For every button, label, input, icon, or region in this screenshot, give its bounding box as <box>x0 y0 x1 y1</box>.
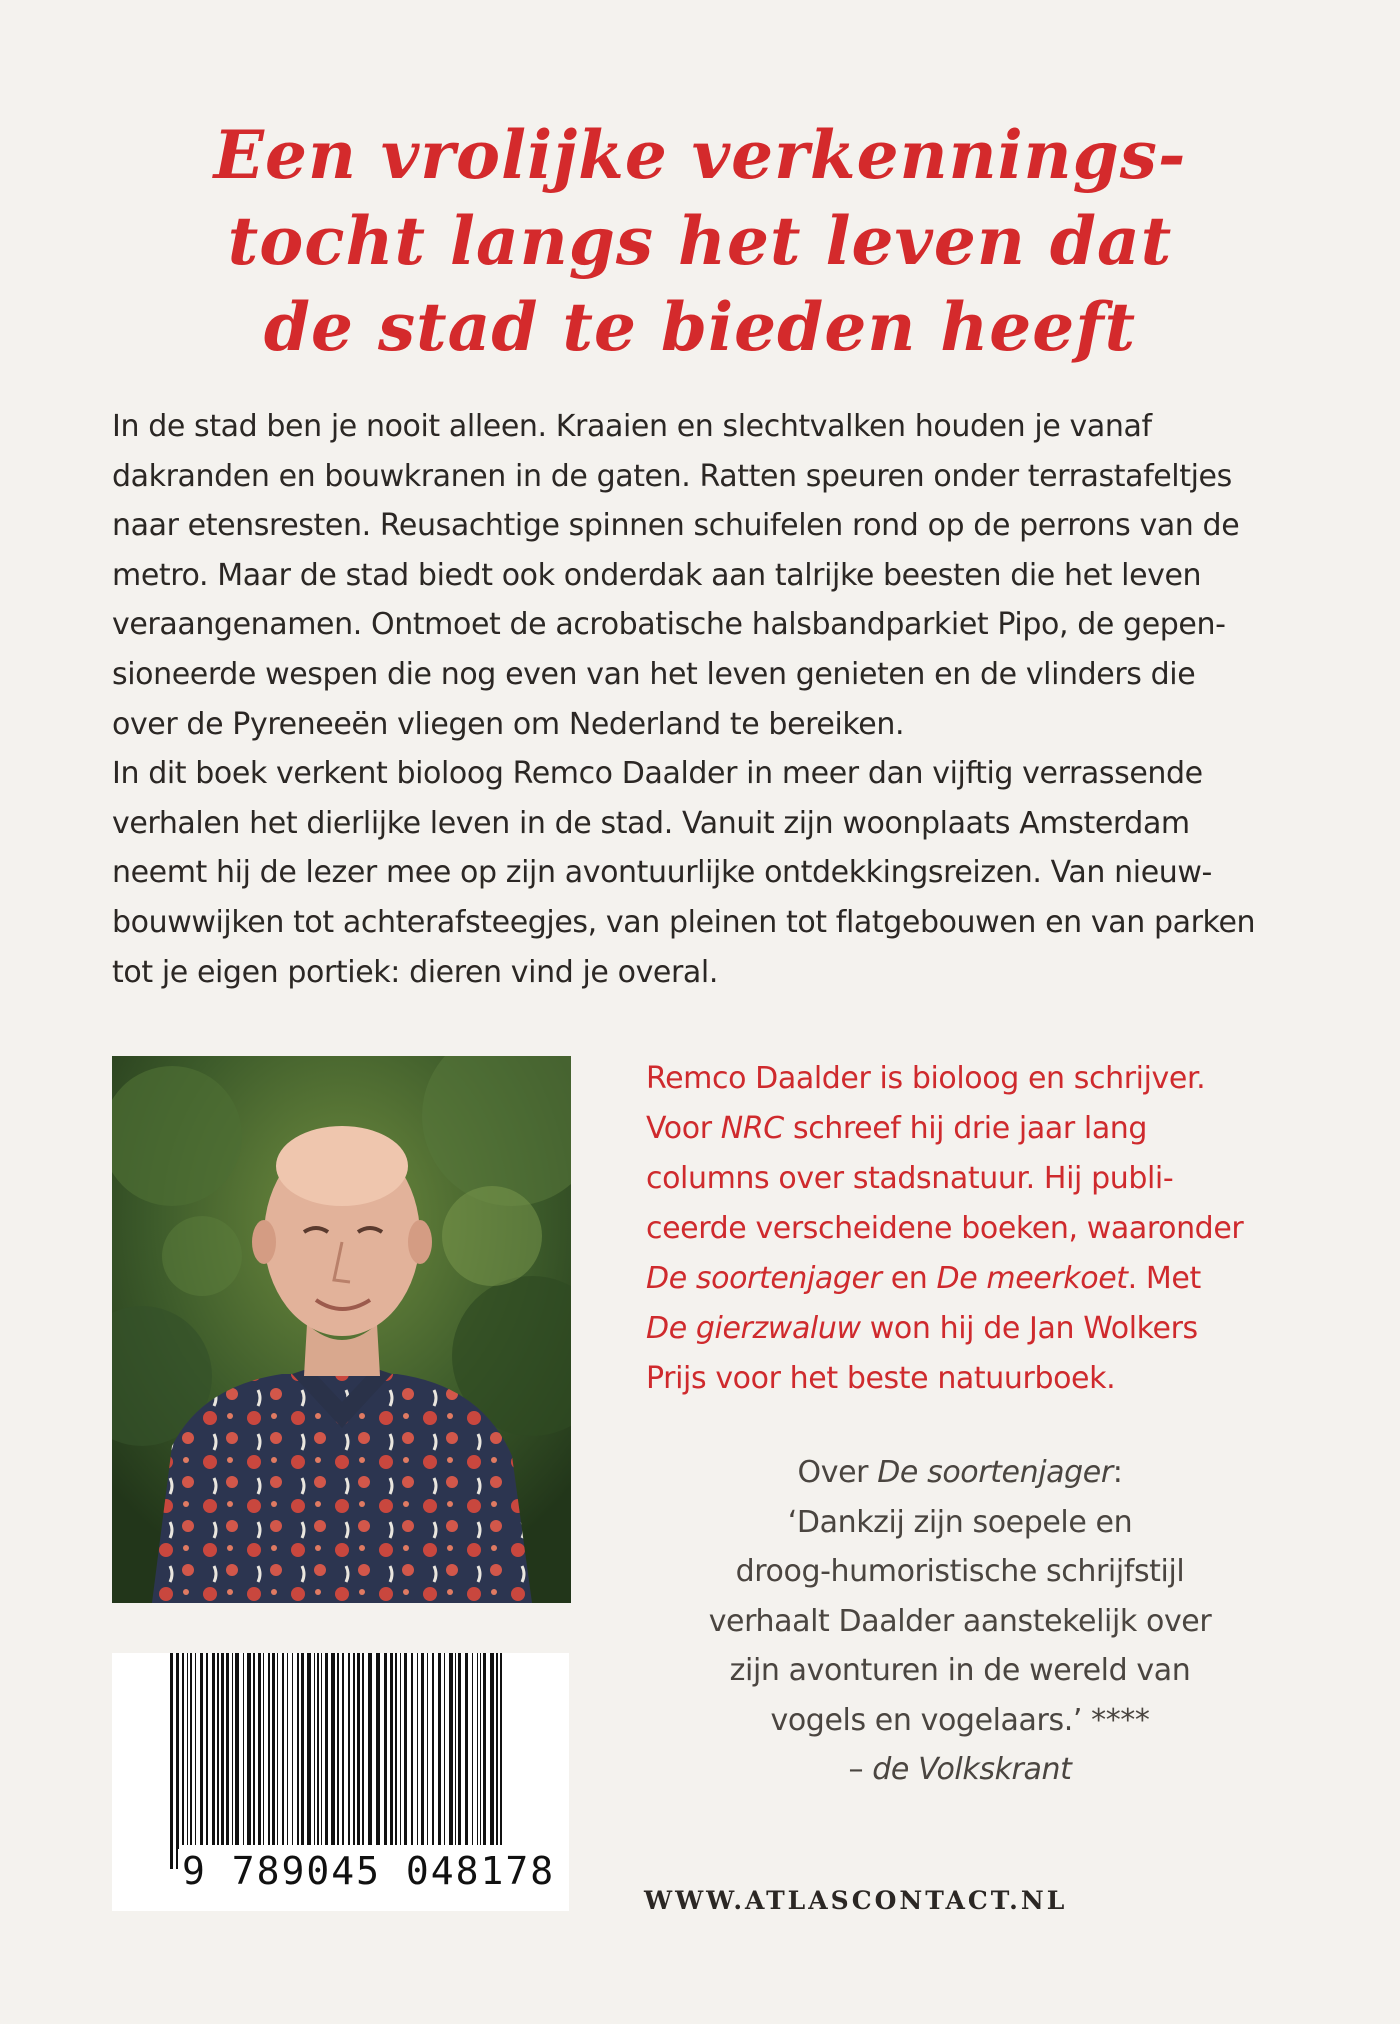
blurb-line: metro. Maar de stad biedt ook onderdak aan talrijke beesten die het leven <box>112 557 1202 593</box>
blurb-line: veraangenamen. Ontmoet de acrobatische halsbandparkiet Pipo, de gepen- <box>112 607 1226 643</box>
barcode-bar <box>348 1653 350 1845</box>
blurb-line: sioneerde wespen die nog even van het leven genieten en de vlinders die <box>112 656 1196 692</box>
barcode-bar <box>212 1653 215 1845</box>
quote-source: de Volkskrant <box>872 1752 1072 1787</box>
barcode-bars <box>166 1653 516 1869</box>
blurb <box>112 402 1272 997</box>
barcode-bar <box>483 1653 486 1845</box>
barcode-bar <box>400 1653 401 1845</box>
blurb-line: tot je eigen portiek: dieren vind je overal. <box>112 954 718 990</box>
quote-line: ‘Dankzij zijn soepele en <box>787 1504 1133 1540</box>
barcode-bar <box>221 1653 224 1845</box>
barcode-bar <box>368 1653 372 1845</box>
bio-title: De soortenjager <box>646 1261 882 1296</box>
barcode-bar <box>253 1653 255 1845</box>
barcode-bar <box>258 1653 261 1845</box>
barcode-bar <box>404 1653 407 1845</box>
isbn-number: 9 789045 048178 <box>178 1849 559 1893</box>
publisher-website: WWW.ATLASCONTACT.NL <box>644 1886 1068 1915</box>
barcode-bar <box>465 1653 468 1845</box>
barcode-bar <box>195 1653 196 1845</box>
barcode-bar <box>232 1653 233 1845</box>
quote-title: De soortenjager <box>877 1455 1113 1490</box>
barcode-guard-bar <box>176 1653 179 1869</box>
barcode-bar <box>472 1653 473 1845</box>
quote-line <box>640 1448 1280 1498</box>
barcode-bar <box>357 1653 360 1845</box>
quote-line: zijn avonturen in de wereld van <box>729 1653 1191 1688</box>
barcode-bar <box>206 1653 208 1845</box>
barcode-bar <box>376 1653 380 1845</box>
headline-line: de stad te bieden heeft <box>263 288 1137 366</box>
barcode-bar <box>444 1653 445 1845</box>
barcode-bar <box>263 1653 264 1845</box>
barcode-bar <box>458 1653 461 1845</box>
author-photo <box>112 1056 571 1603</box>
bio-title: De gierzwaluw <box>646 1311 861 1346</box>
bio-line: Prijs voor het beste natuurboek. <box>646 1361 1116 1396</box>
quote-line: verhaalt Daalder aanstekelijk over <box>708 1603 1212 1639</box>
barcode-bar <box>314 1653 315 1845</box>
blurb-line: neemt hij de lezer mee op zijn avontuurlijke ontdekkingsreizen. Van nieuw- <box>112 855 1212 891</box>
barcode-bar <box>438 1653 441 1845</box>
barcode-bar <box>287 1653 288 1845</box>
quote-source-line <box>640 1745 1280 1795</box>
barcode-bar <box>321 1653 322 1845</box>
barcode-bar <box>449 1653 453 1845</box>
barcode-bar <box>390 1653 393 1845</box>
blurb-line: naar etensresten. Reusachtige spinnen schuifelen rond op de perrons van de <box>112 508 1240 544</box>
barcode-bar <box>292 1653 293 1845</box>
barcode-bar <box>477 1653 478 1845</box>
barcode-bar <box>342 1653 344 1845</box>
bio-line <box>646 1254 1286 1304</box>
barcode-bar <box>272 1653 275 1845</box>
barcode-bar <box>187 1653 188 1845</box>
bio-text: won hij de Jan Wolkers <box>860 1311 1198 1346</box>
bio-text: Voor <box>646 1111 721 1146</box>
bio-line: columns over stadsnatuur. Hij publi- <box>646 1161 1174 1196</box>
barcode-bar <box>427 1653 428 1845</box>
barcode-bar <box>301 1653 304 1845</box>
blurb-line: In de stad ben je nooit alleen. Kraaien en slechtvalken houden je vanaf <box>112 409 1152 444</box>
blurb-line: dakranden en bouwkranen in de gaten. Ratten speuren onder terrastafeltjes <box>112 458 1232 494</box>
barcode-bar <box>432 1653 434 1845</box>
bio-line <box>646 1304 1286 1354</box>
bio-line <box>646 1104 1286 1154</box>
author-bio <box>646 1054 1286 1404</box>
barcode-bar <box>297 1653 299 1845</box>
barcode-bar <box>282 1653 284 1845</box>
blurb-line: In dit boek verkent bioloog Remco Daalder in meer dan vijftig verrassende <box>112 756 1203 792</box>
barcode-bar <box>500 1653 502 1845</box>
bio-title: NRC <box>720 1111 784 1146</box>
bio-title: De meerkoet <box>936 1261 1128 1296</box>
barcode-bar <box>317 1653 319 1845</box>
blurb-line: over de Pyreneeën vliegen om Nederland te bereiken. <box>112 706 905 742</box>
quote-text: Over <box>797 1455 878 1490</box>
bio-line: Remco Daalder is bioloog en schrijver. <box>646 1061 1206 1096</box>
blurb-line: verhalen het dierlijke leven in de stad. Vanuit zijn woonplaats Amsterdam <box>112 805 1190 841</box>
bio-text: schreef hij drie jaar lang <box>783 1111 1148 1146</box>
barcode-bar <box>337 1653 339 1845</box>
quote-line: vogels en vogelaars.’ **** <box>770 1702 1150 1738</box>
barcode-bar <box>268 1653 270 1845</box>
headline-line: Een vrolijke verkennings- <box>213 116 1187 194</box>
headline <box>150 112 1250 370</box>
barcode-bar <box>331 1653 335 1845</box>
barcode-bar <box>480 1653 481 1845</box>
bio-text: en <box>881 1261 937 1296</box>
barcode-bar <box>384 1653 387 1845</box>
quote-line: droog-humoristische schrijfstijl <box>735 1554 1185 1589</box>
bio-text: . Met <box>1127 1261 1201 1296</box>
barcode-bar <box>417 1653 418 1845</box>
barcode-bar <box>395 1653 397 1845</box>
barcode-bar <box>235 1653 239 1845</box>
barcode-bar <box>247 1653 251 1845</box>
barcode-bar <box>362 1653 364 1845</box>
barcode <box>112 1653 569 1911</box>
barcode-bar <box>455 1653 456 1845</box>
barcode-bar <box>325 1653 328 1845</box>
barcode-bar <box>277 1653 278 1845</box>
barcode-bar <box>190 1653 192 1845</box>
barcode-bar <box>421 1653 424 1845</box>
barcode-bar <box>226 1653 229 1845</box>
barcode-bar <box>200 1653 203 1845</box>
barcode-bar <box>353 1653 355 1845</box>
barcode-bar <box>217 1653 219 1845</box>
bio-line: ceerde verscheidene boeken, waaronder <box>646 1211 1244 1246</box>
barcode-bar <box>411 1653 413 1845</box>
barcode-bar <box>243 1653 244 1845</box>
author-portrait-illustration <box>112 1056 571 1603</box>
barcode-bar <box>496 1653 498 1845</box>
barcode-guard-bar <box>170 1653 173 1869</box>
quote-text: : <box>1112 1455 1123 1490</box>
quote-text: – <box>848 1752 873 1787</box>
blurb-line: bouwwijken tot achterafsteegjes, van pleinen tot flatgebouwen en van parken <box>112 904 1256 940</box>
headline-line: tocht langs het leven dat <box>227 202 1173 280</box>
barcode-bar <box>307 1653 311 1845</box>
barcode-bar <box>490 1653 494 1845</box>
barcode-bar <box>182 1653 184 1845</box>
review-quote <box>640 1448 1280 1795</box>
